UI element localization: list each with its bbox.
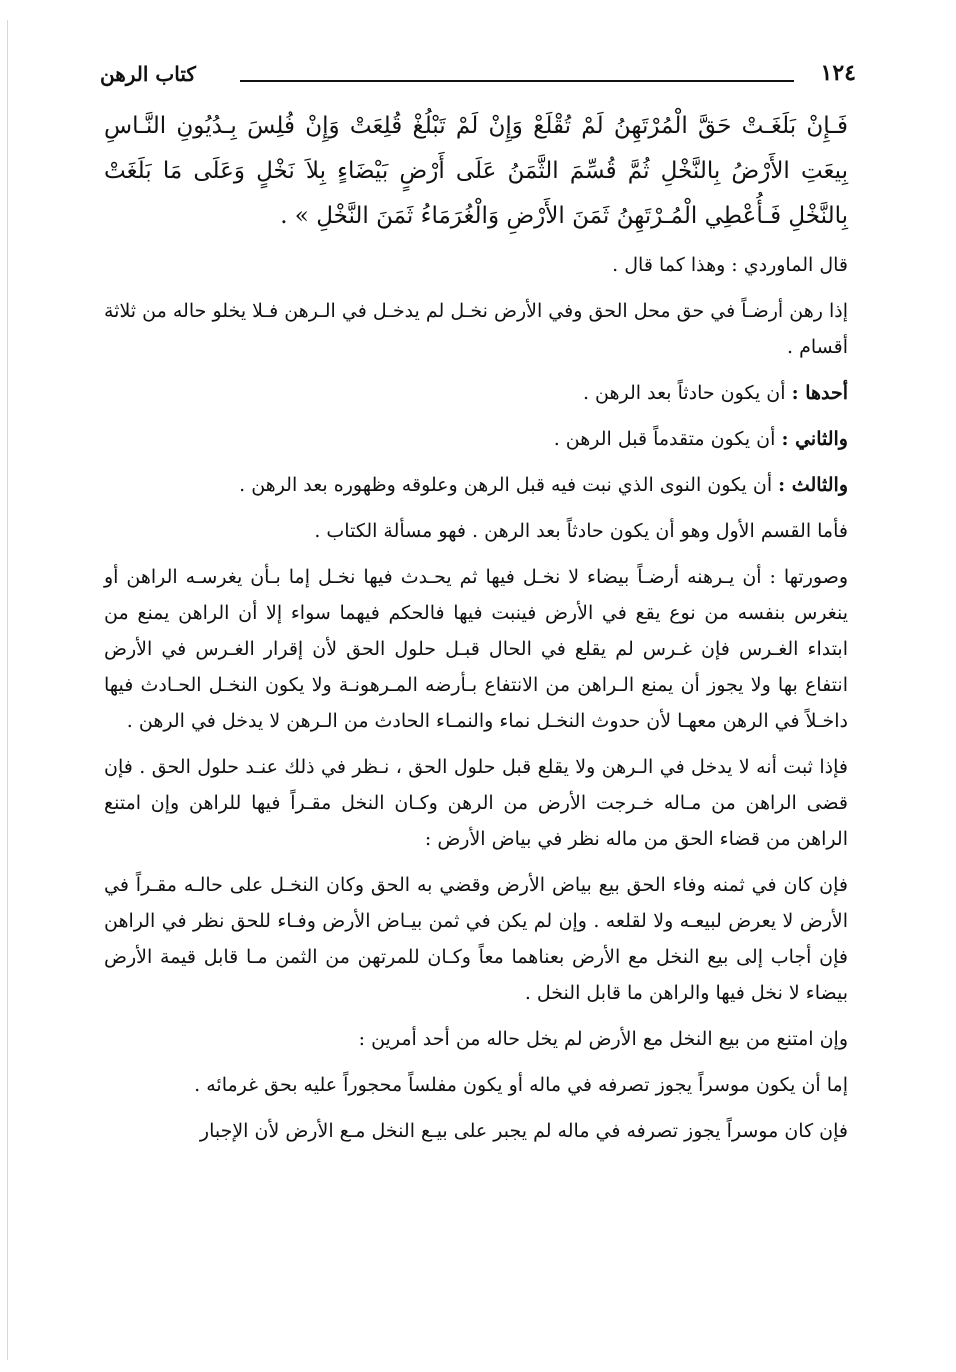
options-paragraph: إما أن يكون موسراً يجوز تصرفه في ماله أو يكون مفلساً محجوراً عليه بحق غرمائه .: [194, 1074, 848, 1096]
refusal-paragraph: وإن امتنع من بيع النخل مع الأرض لم يخل حاله من أحد أمرين :: [358, 1028, 848, 1050]
page-number: ١٢٤: [820, 60, 856, 86]
division-label-second: والثاني :: [781, 428, 848, 450]
ruling-paragraph: فإذا ثبت أنه لا يدخل في الـرهن ولا يقلع قبل حلول الحق ، نـظر في ذلك عنـد حلول الحق . فإن قضى الراهن من مـاله خـرجت الأرض من الرهن وكـان النخل مقـراً فيها للراهن وإن امتنع الراهن من قضاء الحق من ماله نظر في بياض الأرض :: [104, 756, 848, 850]
division-label-first: أحدها :: [791, 382, 848, 404]
division-text-third: أن يكون النوى الذي نبت فيه قبل الرهن وعلوقه وظهوره بعد الرهن .: [239, 474, 773, 496]
body-text: [104, 104, 848, 1159]
division-item-first: [104, 375, 848, 411]
division-label-third: والثالث :: [778, 474, 848, 496]
page-edge-line: [7, 20, 8, 1360]
case-intro-paragraph: إذا رهن أرضـاً في حق محل الحق وفي الأرض نخـل لم يدخـل في الـرهن فـلا يخلو حاله من ثلاثة أقسام .: [104, 300, 848, 358]
first-division-paragraph: فأما القسم الأول وهو أن يكون حادثاً بعد الرهن . فهو مسألة الكتاب .: [314, 520, 848, 542]
division-item-second: [104, 421, 848, 457]
sale-paragraph: فإن كان في ثمنه وفاء الحق بيع بياض الأرض وقضي به الحق وكان النخـل على حالـه مقـراً في الأرض لا يعرض لبيعـه ولا لقلعه . وإن لم يكن في ثمن بيـاض الأرض وفـاء للحق نظر في الراهن فإن أجاب إلى بيع النخل مع الأرض بعناهما معاً وكـان للمرتهن من الثمن مـا قابل قيمة الأرض بيضاء لا نخل فيها والراهن ما قابل النخل .: [104, 874, 848, 1004]
form-paragraph: وصورتها : أن يـرهنه أرضـاً بيضاء لا نخـل فيها ثم يحـدث فيها نخـل إما بـأن يغرسـه الراهن أو ينغرس بنفسه من نوع يقع في الأرض فينبت فيها فالحكم فيهما سواء إلا أن الراهن يمنع من ابتداء الغـرس فإن غـرس لم يقلع في الحال قبـل حلول الحق لأن إقرار الغـرس في الأرض انتفاع بها ولا يجوز أن يمنع الـراهن من الانتفاع بـأرضه المـرهونـة ولا يكون النخـل الحـادث فيها داخـلاً في الرهن معهـا لأن حدوث النخـل نماء والنمـاء الحادث من الـرهن لا يدخل في الرهن .: [104, 566, 848, 732]
division-text-first: أن يكون حادثاً بعد الرهن .: [582, 382, 786, 404]
division-item-third: [104, 467, 848, 503]
page-header: [100, 58, 856, 94]
mawardi-intro: قال الماوردي : وهذا كما قال .: [612, 254, 848, 276]
final-paragraph: فإن كان موسراً يجوز تصرفه في ماله لم يجبر على بيـع النخل مـع الأرض لأن الإجبار: [199, 1120, 848, 1142]
hadith-text: فَـإِنْ بَلَغَـتْ حَقَّ الْمُرْتَهِنُ لَمْ تُقْلَعْ وَإِنْ لَمْ تَبْلُغْ قُلِعَتْ وَإِنْ فُلِسَ بِـدُيُونِ النَّـاسِ بِيعَتِ الأَرْضُ بِالنَّخْلِ ثُمَّ قُسِّمَ الثَّمَنُ عَلَى أَرْضٍ بَيْضَاءٍ بِلاَ نَخْلٍ وَعَلَى مَا بَلَغَتْ بِالنَّخْلِ فَـأُعْطِي الْمُـرْتَهِنُ ثَمَنَ الأَرْضِ وَالْغُرَمَاءُ ثَمَنَ النَّخْلِ » .: [104, 113, 848, 229]
running-title: كتاب الرهن: [100, 62, 196, 86]
division-text-second: أن يكون متقدماً قبل الرهن .: [553, 428, 776, 450]
header-rule: [240, 80, 794, 82]
